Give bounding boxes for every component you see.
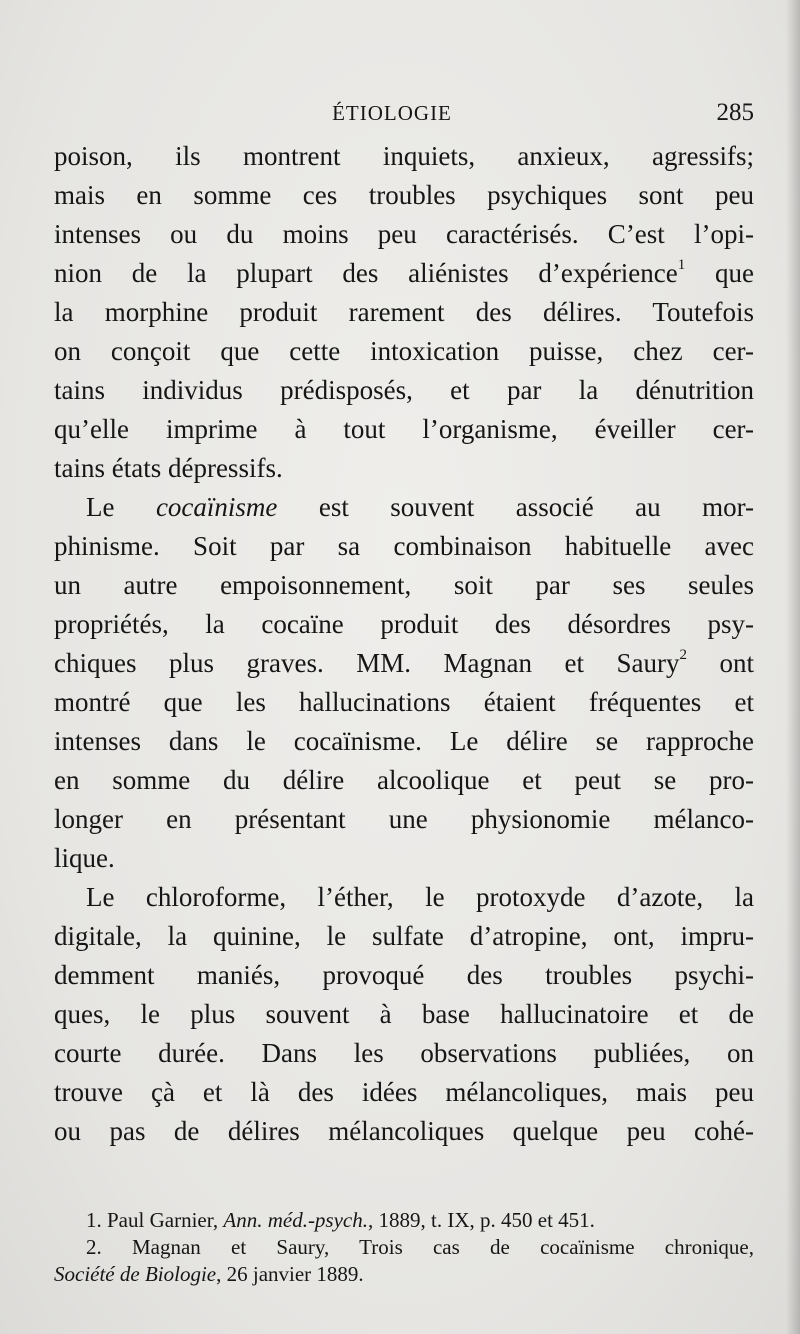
line-text: chiques plus graves. MM. Magnan et Saury <box>54 648 680 678</box>
footnote-source: Ann. méd.-psych. <box>223 1208 368 1232</box>
footnote-2-continued <box>54 1261 754 1288</box>
footnote-text: Magnan et Saury, Trois cas de cocaïnisme chronique, <box>131 1235 754 1259</box>
text-line: tains états dépressifs. <box>54 453 283 483</box>
line-text: ont <box>719 648 755 678</box>
page-edge-shadow <box>786 0 800 1334</box>
text-line: courte durée. Dans les observations publiées, on <box>54 1038 754 1068</box>
text-line: intenses ou du moins peu caractérisés. C’est l’opi- <box>54 219 754 249</box>
text-line: la morphine produit rarement des délires. Toutefois <box>54 297 754 327</box>
text-line <box>54 644 754 683</box>
footnote-source: Société de Biologie <box>54 1262 217 1286</box>
text-line: montré que les hallucinations étaient fréquentes et <box>54 687 754 717</box>
text-line: ques, le plus souvent à base hallucinatoire et de <box>54 999 754 1029</box>
page-number: 285 <box>716 99 754 126</box>
text-line: longer en présentant une physionomie mélanco- <box>54 804 754 834</box>
line-text: est souvent associé au mor- <box>318 492 755 522</box>
text-line: digitale, la quinine, le sulfate d’atropine, ont, impru- <box>54 921 754 951</box>
text-line: intenses dans le cocaïnisme. Le délire se rapproche <box>54 726 754 756</box>
paragraph <box>54 137 754 488</box>
text-line: ou pas de délires mélancoliques quelque peu cohé- <box>54 1116 754 1146</box>
emphasis-term: cocaïnisme <box>155 492 278 522</box>
text-line: phinisme. Soit par sa combinaison habituelle avec <box>54 531 754 561</box>
text-line: trouve çà et là des idées mélancoliques, mais peu <box>54 1077 754 1107</box>
footnote-marker: 2. <box>86 1235 102 1259</box>
running-title: ÉTIOLOGIE <box>332 101 452 125</box>
footnote-rest: , 1889, t. IX, p. 450 et 451. <box>368 1208 595 1232</box>
text-line: demment maniés, provoqué des troubles psychi- <box>54 960 754 990</box>
footnote-author: Paul Garnier, <box>107 1208 219 1232</box>
footnote-ref: 2 <box>679 647 687 663</box>
text-line: Le chloroforme, l’éther, le protoxyde d’azote, la <box>86 882 754 912</box>
footnote-2 <box>54 1234 754 1261</box>
text-line: on conçoit que cette intoxication puisse, chez cer- <box>54 336 754 366</box>
text-line: mais en somme ces troubles psychiques sont peu <box>54 180 754 210</box>
running-head <box>54 96 754 130</box>
text-line: propriétés, la cocaïne produit des désordres psy- <box>54 609 754 639</box>
text-line: un autre empoisonnement, soit par ses seules <box>54 570 754 600</box>
footnote-rest: , 26 janvier 1889. <box>216 1262 364 1286</box>
footnote-marker: 1. <box>86 1208 102 1232</box>
text-line: tains individus prédisposés, et par la dénutrition <box>54 375 754 405</box>
text-line <box>54 488 754 527</box>
footnote-1 <box>54 1207 754 1234</box>
line-text: Le <box>86 492 115 522</box>
paragraph <box>54 878 754 1151</box>
body-text <box>54 137 754 1151</box>
text-line: en somme du délire alcoolique et peut se pro- <box>54 765 754 795</box>
line-text: nion de la plupart des aliénistes d’expérience <box>54 258 678 288</box>
text-line: qu’elle imprime à tout l’organisme, éveiller cer- <box>54 414 754 444</box>
line-text: que <box>715 258 754 288</box>
footnotes <box>54 1207 754 1288</box>
text-line: lique. <box>54 843 115 873</box>
footnote-ref: 1 <box>677 257 686 273</box>
text-line: poison, ils montrent inquiets, anxieux, agressifs; <box>54 141 754 171</box>
paragraph <box>54 488 754 878</box>
text-line <box>54 254 754 293</box>
